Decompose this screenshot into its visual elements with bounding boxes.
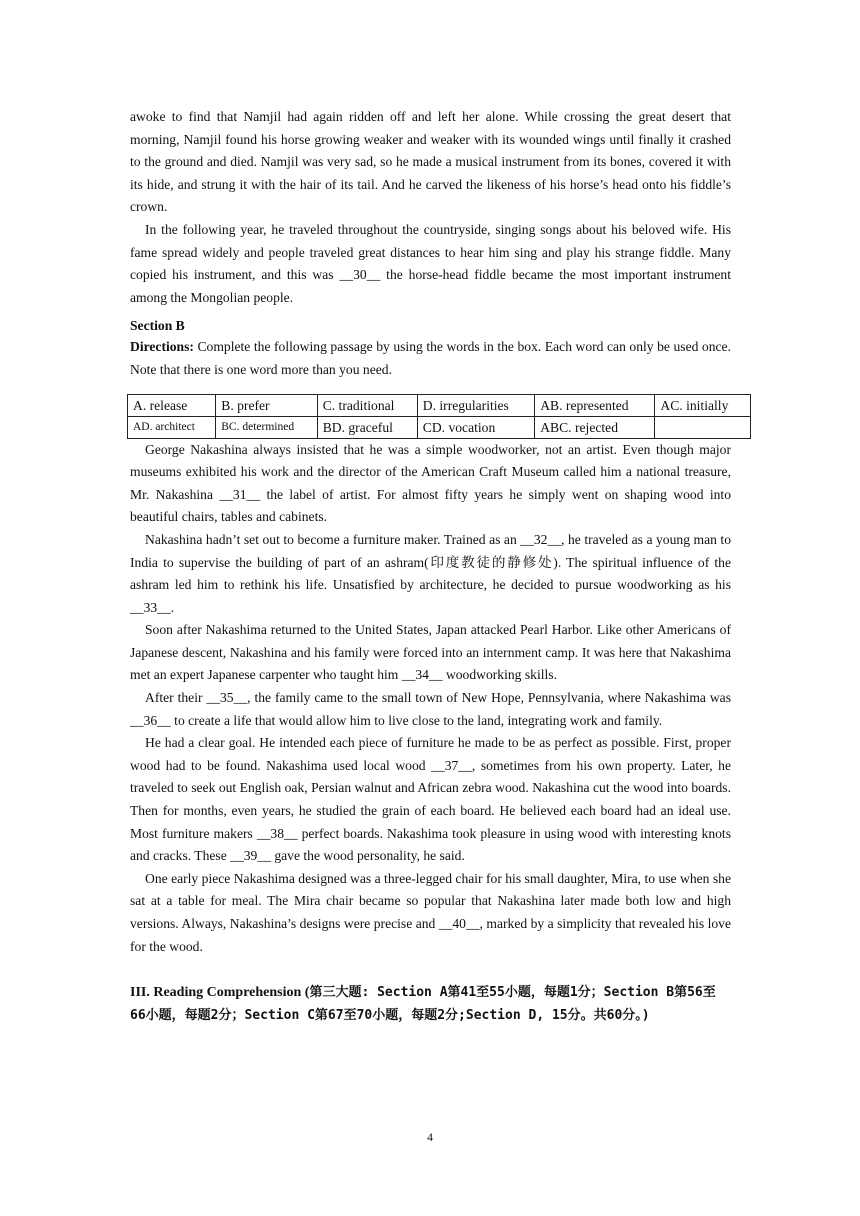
- section-b-paragraph: George Nakashina always insisted that he was a simple woodworker, not an artist. Even though major museums exhibited his work and the director of the American Craft Museum called him a national treasure, Mr. Nakashina __31__ the label of artist. For almost fifty years he simply went on shaping wood into beautiful chairs, tables and cabinets.: [130, 441, 731, 525]
- part-three-title: III. Reading Comprehension (: [130, 985, 310, 1001]
- section-b-paragraph: Soon after Nakashima returned to the United States, Japan attacked Pearl Harbor. Like other Americans of Japanese descent, Nakashina and his family were forced into an internment camp. It was here that Nakashima met an expert Japanese carpenter who taught him __34__ woodworking skills.: [130, 622, 731, 683]
- word-box-row: [128, 416, 751, 438]
- word-option: AC. initially: [655, 394, 751, 416]
- passage-a-paragraph: In the following year, he traveled throughout the countryside, singing songs about his beloved wife. His fame spread widely and people traveled great distances to hear him sing and play his strange fiddle. Many copied his instrument, and this was __30__ the horse-head fiddle became the most important instrument among the Mongolian people.: [130, 221, 731, 305]
- word-option: A. release: [128, 394, 216, 416]
- section-b-paragraph: He had a clear goal. He intended each piece of furniture he made to be as perfect as possible. First, proper wood had to be found. Nakashima used local wood __37__, sometimes from his own property. Later, he traveled to seek out English oak, Persian walnut and African zebra wood. Nakashina cut the wood into boards. Then for months, even years, he studied the grain of each board. He believed each board had an ideal use. Most furniture makers __38__ perfect boards. Nakashima took pleasure in using wood with interesting knots and cracks. These __39__ gave the wood personality, he said.: [130, 735, 731, 864]
- word-option: BC. determined: [216, 416, 317, 438]
- directions-text: Complete the following passage by using the words in the box. Each word can only be used once. Note that there is one word more than you need.: [130, 339, 731, 377]
- section-b-directions: [130, 336, 731, 381]
- word-option: AD. architect: [128, 416, 216, 438]
- section-b-paragraph: One early piece Nakashima designed was a three-legged chair for his small daughter, Mira, to use when she sat at a table for meal. The Mira chair became so popular that Nakashina later made both low and high versions. Always, Nakashina’s designs were precise and __40__, marked by a simplicity that revealed his love for the wood.: [130, 870, 731, 954]
- directions-label: Directions:: [130, 339, 194, 355]
- part-three-details: 第三大题: Section A第41至55小题，每题1分；Section B第56至66小题，每题2分；Section C第67至70小题，每题2分;Section D, 15分。共60分。): [130, 985, 716, 1024]
- section-b-title: Section B: [130, 318, 185, 334]
- section-b-paragraph: Nakashina hadn’t set out to become a furniture maker. Trained as an __32__, he traveled as a young man to India to supervise the building of part of an ashram(印度教徒的静修处). The spiritual influence of the ashram led him to rethink his life. Unsatisfied by architecture, he decided to pursue woodworking as his __33__.: [130, 531, 731, 615]
- word-box-row: [128, 394, 751, 416]
- word-option: AB. represented: [535, 394, 655, 416]
- page-content: [130, 106, 731, 1027]
- word-option: D. irregularities: [417, 394, 534, 416]
- word-option: BD. graceful: [317, 416, 417, 438]
- part-three-heading: [130, 981, 731, 1027]
- word-option-empty: [655, 416, 751, 438]
- section-b-paragraph: After their __35__, the family came to the small town of New Hope, Pennsylvania, where Nakashima was __36__ to create a life that would allow him to live close to the land, integrating work and family.: [130, 690, 731, 728]
- word-option: ABC. rejected: [535, 416, 655, 438]
- word-option: C. traditional: [317, 394, 417, 416]
- word-box: [127, 394, 751, 439]
- passage-a-paragraph: awoke to find that Namjil had again ridden off and left her alone. While crossing the great desert that morning, Namjil found his horse growing weaker and weaker with its wounded wings until finally it crashed to the ground and died. Namjil was very sad, so he made a musical instrument from its bones, covered it with its hide, and strung it with the hair of its tail. And he carved the likeness of his horse’s head onto his fiddle’s crown.: [130, 109, 731, 215]
- word-option: B. prefer: [216, 394, 317, 416]
- page-number: 4: [427, 1130, 433, 1144]
- word-option: CD. vocation: [417, 416, 534, 438]
